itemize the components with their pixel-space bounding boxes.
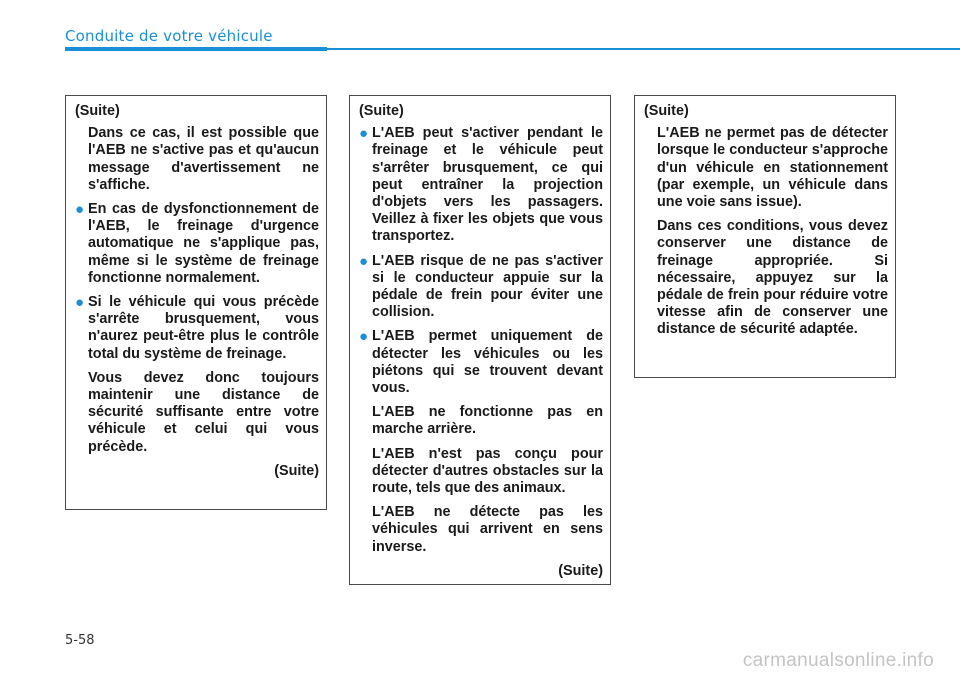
header-rule-thick [65,47,327,51]
bullet-item [359,125,603,245]
paragraph: L'AEB ne permet pas de détecter lorsque le conducteur s'approche d'un véhicule en stationnement (par exemple, un véhicule dans une voie sans issue). [657,125,888,211]
paragraph: L'AEB ne détecte pas les véhicules qui arrivent en sens inverse. [372,504,603,555]
continued-label-bottom: (Suite) [558,562,603,579]
bullet-text: L'AEB risque de ne pas s'activer si le conducteur appuie sur la pédale de frein pour éviter une collision. [372,252,603,321]
bullet-dot-icon: ● [359,328,369,346]
paragraph: Dans ces conditions, vous devez conserver une distance de freinage appropriée. Si nécessaire, appuyez sur la pédale de frein pour réduire votre vitesse afin de conserver une distance de sécurité adaptée. [657,218,888,338]
bullet-text: Si le véhicule qui vous précède s'arrête brusquement, vous n'aurez peut-être plus le contrôle total du système de freinage. [88,294,319,362]
bullet-dot-icon: ● [359,252,369,270]
bullet-dot-icon: ● [75,201,85,219]
warning-box-1 [65,95,327,510]
continued-label-top: (Suite) [359,103,404,119]
header-rule-thin [327,48,960,50]
section-title: Conduite de votre véhicule [65,27,273,45]
bullet-text: L'AEB permet uniquement de détecter les véhicules ou les piétons qui se trouvent devant vous. [372,328,603,397]
warning-box-3 [634,95,896,378]
bullet-dot-icon: ● [359,125,369,143]
paragraph: L'AEB n'est pas conçu pour détecter d'autres obstacles sur la route, tels que des animaux. [372,445,603,497]
bullet-item [75,294,319,363]
paragraph: Dans ce cas, il est possible que l'AEB ne s'active pas et qu'aucun message d'avertissement ne s'affiche. [88,125,319,193]
warning-box-2 [349,95,611,585]
continued-label-top: (Suite) [644,103,689,119]
bullet-item [359,253,603,322]
watermark: carmanualsonline.info [742,650,934,671]
bullet-text: En cas de dysfonctionnement de l'AEB, le freinage d'urgence automatique ne s'applique pas, même si le système de freinage fonctionne normalement. [88,201,319,286]
bullet-text: L'AEB peut s'activer pendant le freinage et le véhicule peut s'arrêter brusquement, ce qui peut entraîner la projection d'objets vers les passagers. Veillez à fixer les objets que vous transportez. [372,125,603,245]
bullet-dot-icon: ● [75,294,85,312]
continued-label-bottom: (Suite) [274,462,319,479]
paragraph: L'AEB ne fonctionne pas en marche arrière. [372,404,603,438]
page-number: 5-58 [65,633,95,648]
continued-label-top: (Suite) [75,103,120,119]
bullet-item [75,201,319,287]
paragraph: Vous devez donc toujours maintenir une distance de sécurité suffisante entre votre véhicule et celui qui vous précède. [88,369,319,455]
bullet-item [359,328,603,397]
